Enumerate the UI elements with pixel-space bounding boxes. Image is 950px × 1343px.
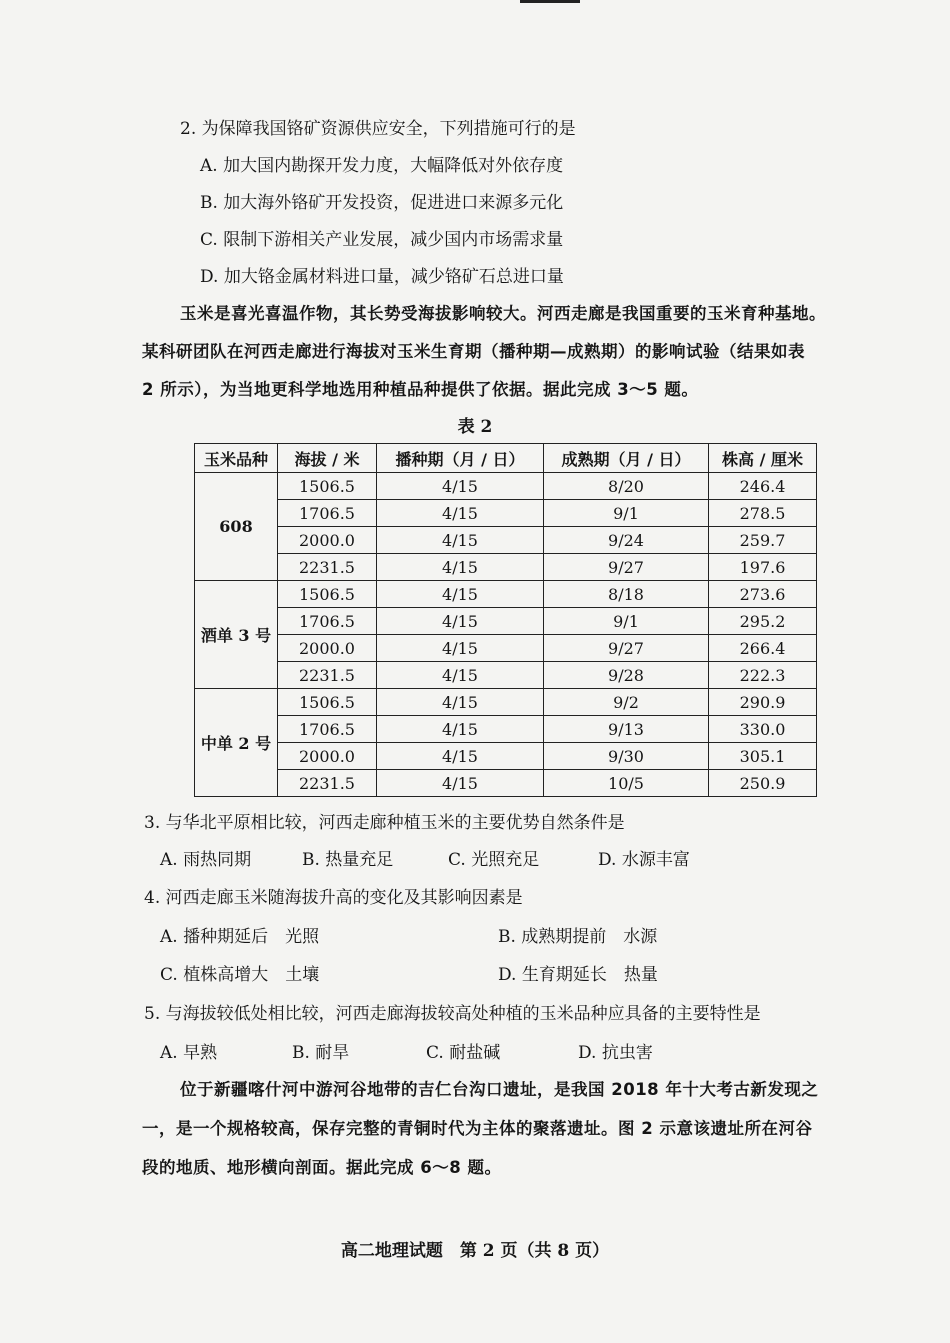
table-row: [195, 689, 817, 716]
q2-option-d: D. 加大铬金属材料进口量，减少铬矿石总进口量: [200, 267, 564, 287]
height-cell: 266.4: [709, 635, 817, 662]
altitude-cell: 2000.0: [278, 527, 377, 554]
altitude-cell: 2000.0: [278, 743, 377, 770]
q4-option-d: D. 生育期延长 热量: [498, 965, 658, 985]
q3-stem: 3. 与华北平原相比较，河西走廊种植玉米的主要优势自然条件是: [144, 813, 625, 833]
altitude-cell: 1706.5: [278, 500, 377, 527]
top-rule: [520, 0, 580, 3]
q3-option-a: A. 雨热同期: [160, 850, 252, 870]
variety-cell: 608: [195, 473, 278, 581]
maturity-cell: 8/18: [544, 581, 709, 608]
sowing-cell: 4/15: [377, 500, 544, 527]
maturity-cell: 9/27: [544, 635, 709, 662]
passage1-line-1: 玉米是喜光喜温作物，其长势受海拔影响较大。河西走廊是我国重要的玉米育种基地。: [180, 304, 826, 323]
table-row: [195, 527, 817, 554]
height-cell: 290.9: [709, 689, 817, 716]
maturity-cell: 9/24: [544, 527, 709, 554]
sowing-cell: 4/15: [377, 527, 544, 554]
q5-option-b: B. 耐旱: [292, 1043, 350, 1063]
altitude-cell: 2231.5: [278, 662, 377, 689]
maturity-cell: 8/20: [544, 473, 709, 500]
q2-option-b: B. 加大海外铬矿开发投资，促进进口来源多元化: [200, 193, 564, 213]
maturity-cell: 9/1: [544, 500, 709, 527]
header-maturity: 成熟期（月 / 日）: [544, 444, 709, 473]
table-row: [195, 743, 817, 770]
q5-option-d: D. 抗虫害: [578, 1043, 653, 1063]
table-header-row: [195, 444, 817, 473]
q5-option-a: A. 早熟: [160, 1043, 218, 1063]
q2-stem: 2. 为保障我国铬矿资源供应安全，下列措施可行的是: [180, 119, 576, 139]
maturity-cell: 9/28: [544, 662, 709, 689]
q5-option-c: C. 耐盐碱: [426, 1043, 501, 1063]
sowing-cell: 4/15: [377, 473, 544, 500]
header-sowing: 播种期（月 / 日）: [377, 444, 544, 473]
passage2-line-2: 一，是一个规格较高，保存完整的青铜时代为主体的聚落遗址。图 2 示意该遗址所在河谷: [142, 1119, 813, 1138]
maturity-cell: 9/30: [544, 743, 709, 770]
q5-stem: 5. 与海拔较低处相比较，河西走廊海拔较高处种植的玉米品种应具备的主要特性是: [144, 1004, 761, 1024]
q4-options-row1: [0, 922, 950, 947]
height-cell: 246.4: [709, 473, 817, 500]
passage1-line-2: 某科研团队在河西走廊进行海拔对玉米生育期（播种期—成熟期）的影响试验（结果如表: [142, 342, 805, 361]
table-row: [195, 500, 817, 527]
maize-trial-table: [194, 443, 817, 797]
q4-option-c: C. 植株高增大 土壤: [160, 965, 320, 985]
maturity-cell: 9/1: [544, 608, 709, 635]
height-cell: 295.2: [709, 608, 817, 635]
q4-option-b: B. 成熟期提前 水源: [498, 927, 658, 947]
height-cell: 259.7: [709, 527, 817, 554]
table-row: [195, 608, 817, 635]
height-cell: 278.5: [709, 500, 817, 527]
variety-cell: 酒单 3 号: [195, 581, 278, 689]
q3-options: [0, 845, 950, 870]
table-row: [195, 554, 817, 581]
maturity-cell: 9/2: [544, 689, 709, 716]
sowing-cell: 4/15: [377, 662, 544, 689]
altitude-cell: 1706.5: [278, 716, 377, 743]
altitude-cell: 2231.5: [278, 554, 377, 581]
sowing-cell: 4/15: [377, 608, 544, 635]
maturity-cell: 9/13: [544, 716, 709, 743]
altitude-cell: 1506.5: [278, 473, 377, 500]
altitude-cell: 1506.5: [278, 689, 377, 716]
height-cell: 250.9: [709, 770, 817, 797]
header-altitude: 海拔 / 米: [278, 444, 377, 473]
table-row: [195, 662, 817, 689]
q3-option-b: B. 热量充足: [302, 850, 394, 870]
height-cell: 273.6: [709, 581, 817, 608]
page-footer: 高二地理试题 第 2 页（共 8 页）: [340, 1241, 610, 1261]
altitude-cell: 2231.5: [278, 770, 377, 797]
q2-option-a: A. 加大国内勘探开发力度，大幅降低对外依存度: [200, 156, 564, 176]
table-caption: 表 2: [457, 417, 493, 437]
passage2-line-3: 段的地质、地形横向剖面。据此完成 6～8 题。: [142, 1158, 502, 1177]
altitude-cell: 1706.5: [278, 608, 377, 635]
sowing-cell: 4/15: [377, 554, 544, 581]
sowing-cell: 4/15: [377, 635, 544, 662]
q4-option-a: A. 播种期延后 光照: [160, 927, 320, 947]
maturity-cell: 9/27: [544, 554, 709, 581]
table-row: [195, 581, 817, 608]
altitude-cell: 2000.0: [278, 635, 377, 662]
height-cell: 197.6: [709, 554, 817, 581]
sowing-cell: 4/15: [377, 716, 544, 743]
table-row: [195, 716, 817, 743]
passage2-line-1: 位于新疆喀什河中游河谷地带的吉仁台沟口遗址，是我国 2018 年十大考古新发现之: [180, 1080, 819, 1099]
height-cell: 305.1: [709, 743, 817, 770]
q5-options: [0, 1038, 950, 1063]
q2-option-c: C. 限制下游相关产业发展，减少国内市场需求量: [200, 230, 564, 250]
passage1-line-3: 2 所示），为当地更科学地选用种植品种提供了依据。据此完成 3～5 题。: [142, 380, 699, 399]
header-variety: 玉米品种: [195, 444, 278, 473]
q4-stem: 4. 河西走廊玉米随海拔升高的变化及其影响因素是: [144, 888, 523, 908]
height-cell: 330.0: [709, 716, 817, 743]
q3-option-d: D. 水源丰富: [598, 850, 690, 870]
height-cell: 222.3: [709, 662, 817, 689]
header-height: 株高 / 厘米: [709, 444, 817, 473]
table-row: [195, 770, 817, 797]
altitude-cell: 1506.5: [278, 581, 377, 608]
maturity-cell: 10/5: [544, 770, 709, 797]
variety-cell: 中单 2 号: [195, 689, 278, 797]
table-row: [195, 473, 817, 500]
q3-option-c: C. 光照充足: [448, 850, 540, 870]
sowing-cell: 4/15: [377, 743, 544, 770]
sowing-cell: 4/15: [377, 770, 544, 797]
sowing-cell: 4/15: [377, 581, 544, 608]
sowing-cell: 4/15: [377, 689, 544, 716]
q4-options-row2: [0, 960, 950, 985]
table-row: [195, 635, 817, 662]
